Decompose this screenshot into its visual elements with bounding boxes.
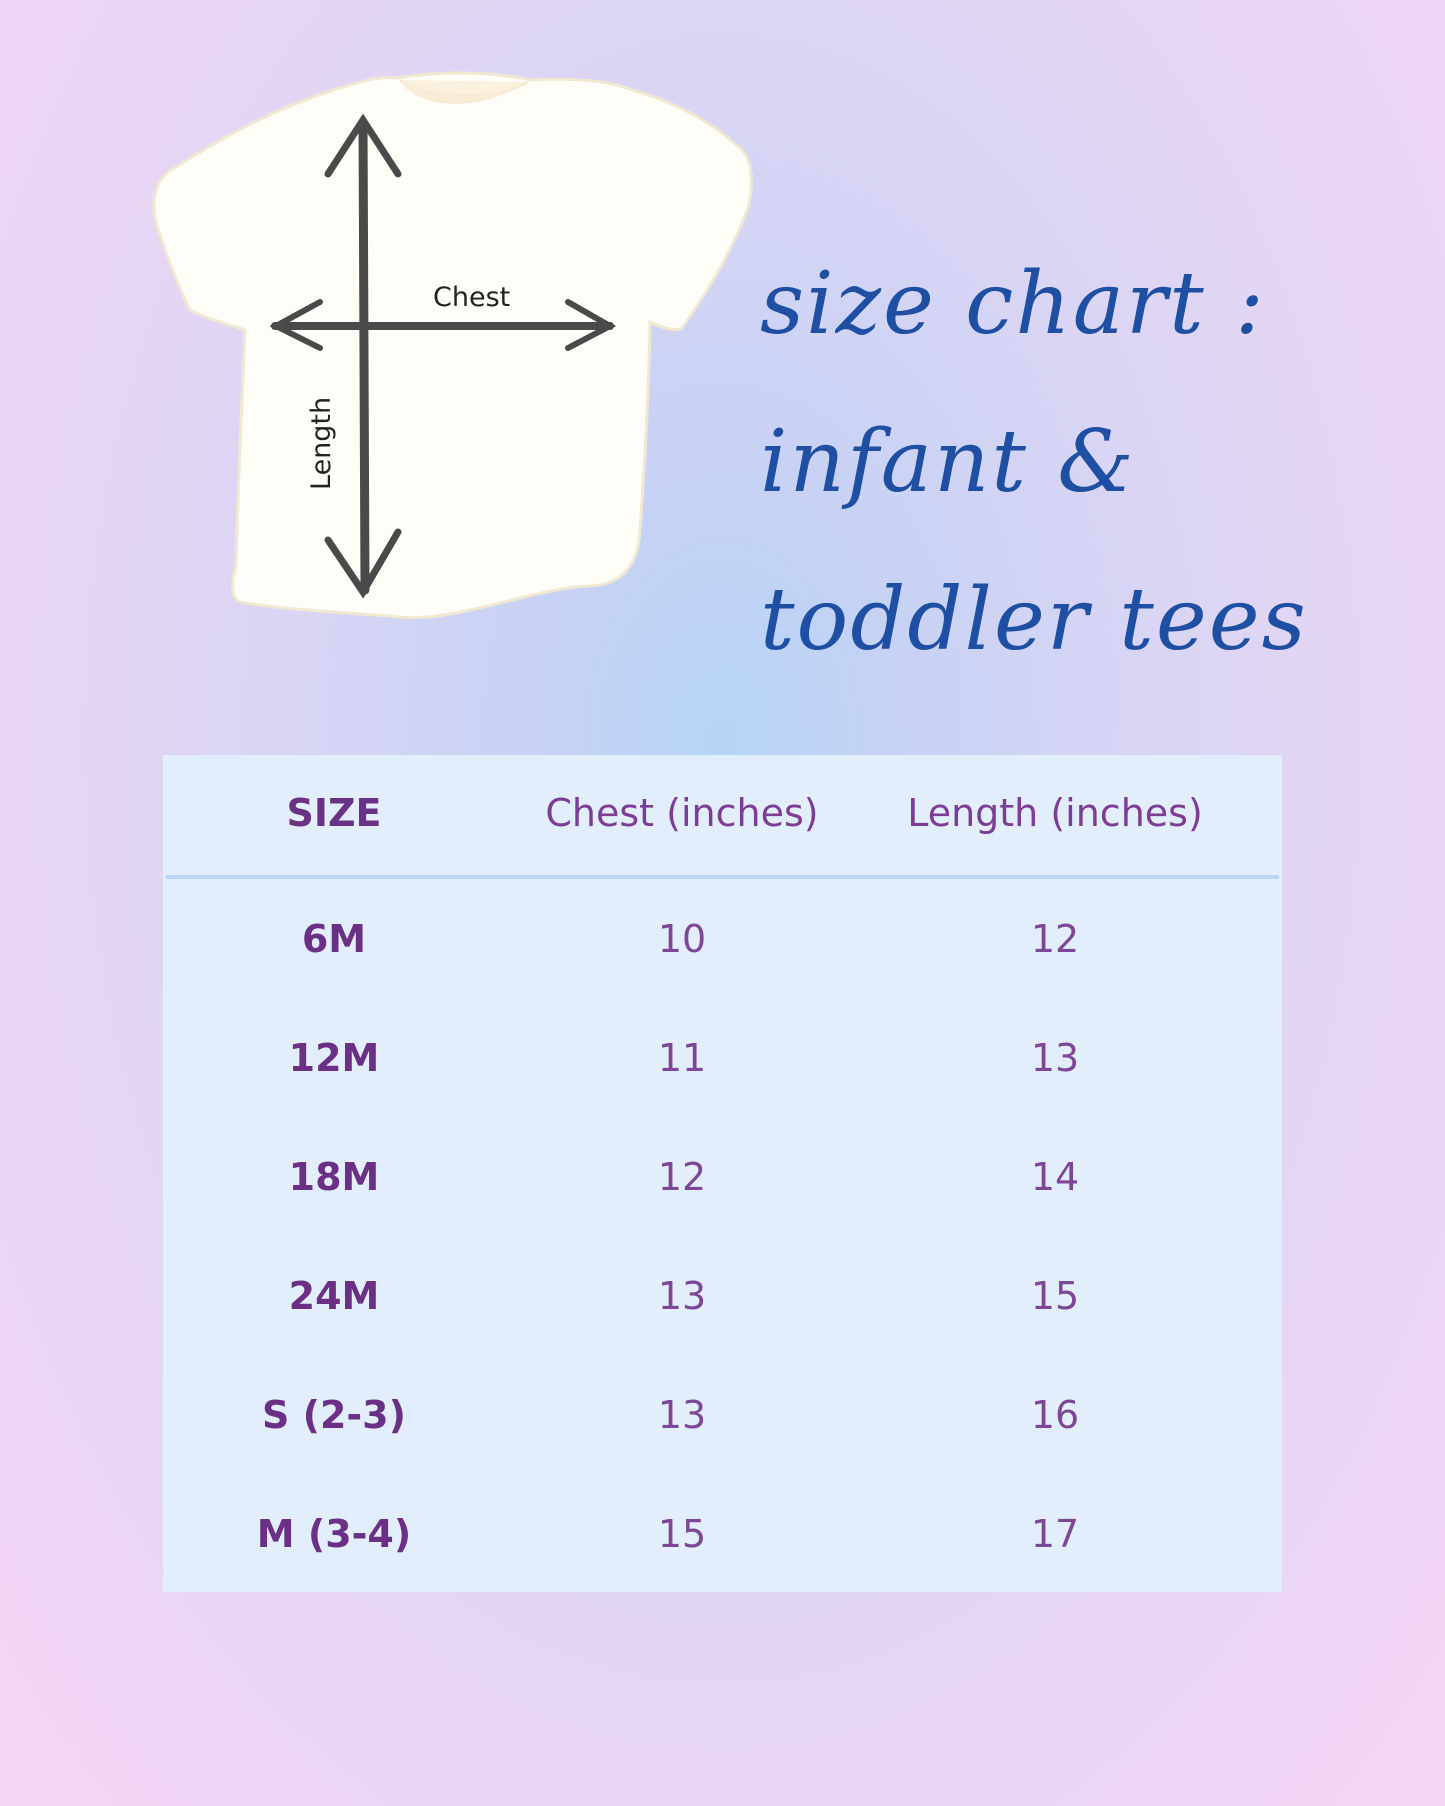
row-size: 18M [288,1155,380,1199]
title-line-2: infant & [760,412,1136,512]
row-size: S (2-3) [262,1393,406,1437]
row-chest: 11 [657,1036,707,1080]
row-length: 17 [1030,1512,1080,1556]
row-length: 14 [1030,1155,1080,1199]
table-row [166,1355,1279,1474]
row-chest: 13 [657,1274,707,1318]
table-row [166,998,1279,1117]
row-chest: 12 [657,1155,707,1199]
row-size: 12M [288,1036,380,1080]
tshirt-icon [150,60,760,640]
row-length: 13 [1030,1036,1080,1080]
length-label: Length [306,396,337,490]
chest-label: Chest [433,282,511,313]
row-size: M (3-4) [256,1512,412,1556]
row-size: 6M [301,917,367,961]
size-table [163,755,1282,1592]
table-header [166,755,1279,879]
row-length: 16 [1030,1393,1080,1437]
table-row [166,1474,1279,1593]
row-chest: 10 [657,917,707,961]
table-row [166,879,1279,998]
header-length: Length (inches) [907,791,1203,835]
tshirt-illustration [150,60,760,640]
tshirt-shape [154,73,751,618]
table-row [166,1236,1279,1355]
title-line-1: size chart : [760,254,1266,354]
row-length: 15 [1030,1274,1080,1318]
page-title [760,225,1420,699]
title-line-3: toddler tees [760,570,1308,670]
table-row [166,1117,1279,1236]
row-size: 24M [288,1274,380,1318]
row-length: 12 [1030,917,1080,961]
header-size: SIZE [286,791,382,835]
row-chest: 13 [657,1393,707,1437]
row-chest: 15 [657,1512,707,1556]
header-chest: Chest (inches) [545,791,819,835]
